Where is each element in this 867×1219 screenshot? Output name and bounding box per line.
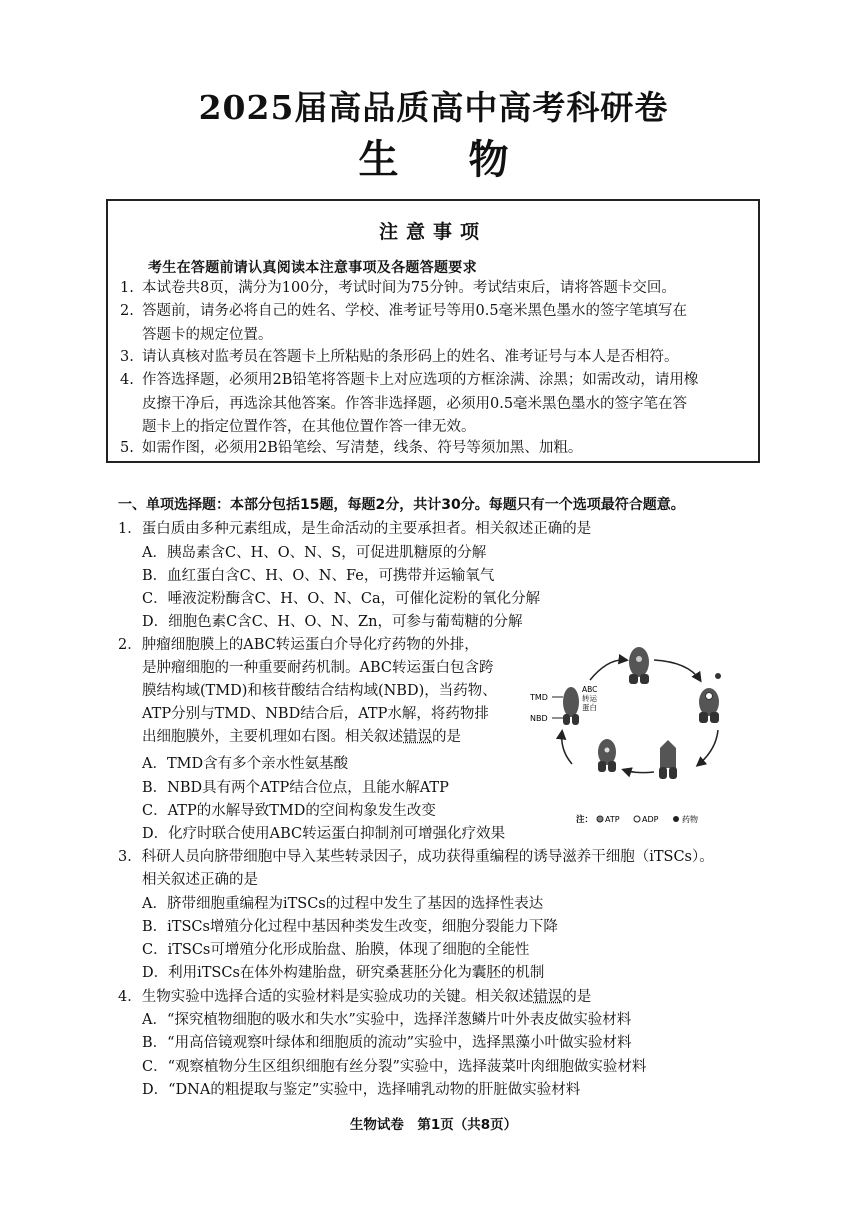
question-2-option-c: C．ATP的水解导致TMD的空间构象发生改变 [142, 803, 436, 819]
notice-item-cont: 答题卡的规定位置。 [142, 327, 273, 343]
page-footer: 生物试卷 第1页（共8页） [349, 1117, 518, 1133]
notice-item: 5. 如需作图，必须用2B铅笔绘、写清楚，线条、符号等须加黑、加粗。 [120, 440, 583, 456]
notice-item: 2. 答题前，请务必将自己的姓名、学校、准考证号等用0.5毫米黑色墨水的签字笔填写在 [120, 303, 688, 319]
legend-drug-icon [673, 816, 679, 822]
question-4-option-a: A．“探究植物细胞的吸水和失水”实验中，选择洋葱鳞片叶外表皮做实验材料 [142, 1012, 632, 1028]
subject-title: 生物 [358, 136, 579, 183]
emphasis-wrong: 错误 [533, 989, 563, 1005]
question-2-option-b: B．NBD具有两个ATP结合位点，且能水解ATP [142, 780, 449, 796]
protein-state-top [629, 647, 649, 684]
question-2-option-a: A．TMD含有多个亲水性氨基酸 [142, 756, 349, 772]
question-2-option-d: D．化疗时联合使用ABC转运蛋白抑制剂可增强化疗效果 [142, 826, 506, 842]
emphasis-wrong: 错误 [403, 729, 432, 745]
question-4-option-d: D．“DNA的粗提取与鉴定”实验中，选择哺乳动物的肝脏做实验材料 [142, 1082, 581, 1098]
label-nbd: NBD [530, 714, 548, 723]
notice-lead: 考生在答题前请认真阅读本注意事项及各题答题要求 [148, 260, 477, 276]
abc-transporter-diagram [528, 640, 746, 830]
question-1-option-c: C．唾液淀粉酶含C、H、O、N、Ca，可催化淀粉的氧化分解 [142, 591, 541, 607]
notice-item: 4. 作答选择题，必须用2B铅笔将答题卡上对应选项的方框涂满、涂黑；如需改动，请用橡 [120, 372, 699, 388]
legend-prefix: 注： [576, 815, 594, 825]
question-1-option-b: B．血红蛋白含C、H、O、N、Fe，可携带并运输氧气 [142, 568, 495, 584]
question-3-stem-line: 相关叙述正确的是 [142, 872, 258, 888]
label-tmd: TMD [530, 693, 548, 702]
legend-atp: ATP [605, 815, 620, 824]
question-3-option-c: C．iTSCs可增殖分化形成胎盘、胎膜，体现了细胞的全能性 [142, 942, 530, 958]
question-2-stem-line: 2．肿瘤细胞膜上的ABC转运蛋白介导化疗药物的外排， [118, 637, 479, 653]
protein-state-left [563, 687, 579, 725]
notice-item-cont: 皮擦干净后，再选涂其他答案。作答非选择题，必须用0.5毫米黑色墨水的签字笔在答 [142, 396, 688, 412]
question-3-option-b: B．iTSCs增殖分化过程中基因种类发生改变，细胞分裂能力下降 [142, 919, 558, 935]
question-1-option-a: A．胰岛素含C、H、O、N、S，可促进肌糖原的分解 [142, 545, 487, 561]
notice-item-cont: 题卡上的指定位置作答，在其他位置作答一律无效。 [142, 419, 476, 435]
question-2-stem-line: 出细胞膜外，主要机理如右图。相关叙述错误的是 [142, 729, 461, 745]
question-2-stem-line: ATP分别与TMD、NBD结合后，ATP水解，将药物排 [142, 706, 489, 722]
notice-box [106, 199, 760, 463]
legend-adp-icon [634, 816, 640, 822]
legend-adp: ADP [642, 815, 659, 824]
question-2-stem-line: 是肿瘤细胞的一种重要耐药机制。ABC转运蛋白包含跨 [142, 660, 494, 676]
exam-title: 2025届高品质高中高考科研卷 [198, 88, 669, 127]
protein-state-bottom-left [598, 739, 616, 772]
question-3-stem-line: 3．科研人员向脐带细胞中导入某些转录因子，成功获得重编程的诱导滋养干细胞（iTSCs）。 [118, 849, 714, 865]
protein-state-bottom-right [659, 740, 677, 779]
section-heading: 一、单项选择题：本部分包括15题，每题2分，共计30分。每题只有一个选项最符合题意。 [118, 497, 685, 513]
notice-item: 1. 本试卷共8页，满分为100分，考试时间为75分钟。考试结束后，请将答题卡交回。 [120, 280, 676, 296]
question-1-stem: 1．蛋白质由多种元素组成，是生命活动的主要承担者。相关叙述正确的是 [118, 521, 592, 537]
notice-item: 3. 请认真核对监考员在答题卡上所粘贴的条形码上的姓名、准考证号与本人是否相符。 [120, 349, 679, 365]
question-4-stem: 4．生物实验中选择合适的实验材料是实验成功的关键。相关叙述错误的是 [118, 989, 592, 1005]
question-4-option-b: B．“用高倍镜观察叶绿体和细胞质的流动”实验中，选择黑藻小叶做实验材料 [142, 1035, 632, 1051]
question-1-option-d: D．细胞色素C含C、H、O、N、Zn，可参与葡萄糖的分解 [142, 614, 523, 630]
notice-title: 注意事项 [378, 221, 487, 243]
question-3-option-a: A．脐带细胞重编程为iTSCs的过程中发生了基因的选择性表达 [142, 896, 544, 912]
question-2-stem-line: 膜结构域(TMD)和核苷酸结合结构域(NBD)，当药物、 [142, 683, 497, 699]
legend-drug: 药物 [682, 815, 698, 824]
protein-state-right [699, 688, 719, 723]
label-abc-protein: ABC 转运蛋白 [582, 685, 598, 712]
legend-atp-icon [597, 816, 603, 822]
question-4-option-c: C．“观察植物分生区组织细胞有丝分裂”实验中，选择菠菜叶肉细胞做实验材料 [142, 1059, 647, 1075]
question-3-option-d: D．利用iTSCs在体外构建胎盘，研究桑葚胚分化为囊胚的机制 [142, 965, 545, 981]
